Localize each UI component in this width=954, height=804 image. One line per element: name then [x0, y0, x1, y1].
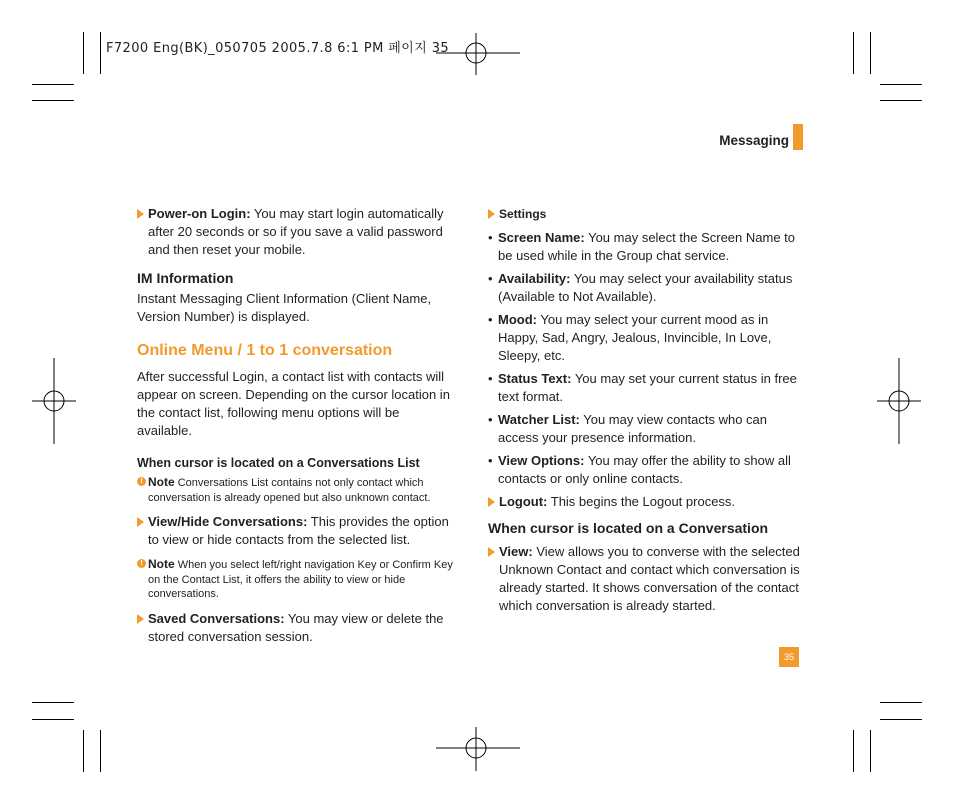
section-label: Messaging [719, 133, 789, 148]
conversations-list-heading: When cursor is located on a Conversations List [137, 456, 420, 470]
item-text: You may view or delete the stored conversation session. [148, 610, 444, 644]
registration-mark-left-icon [32, 358, 76, 444]
online-menu-text: After successful Login, a contact list with contacts will appear on screen. Depending on the cursor location in the contact list, following menu options will be available. [137, 369, 450, 438]
bullet-dot-icon: • [488, 312, 493, 327]
item-label: Status Text: [498, 371, 572, 386]
item-label: View Options: [498, 453, 585, 468]
item-text: This begins the Logout process. [547, 494, 736, 509]
logout-item [488, 493, 808, 511]
item-text: This provides the option to view or hide contacts from the selected list. [148, 514, 449, 547]
view-hide-conversations-item [137, 513, 455, 549]
online-menu-heading: Online Menu / 1 to 1 conversation [137, 342, 393, 359]
right-column [488, 205, 808, 623]
bullet-dot-icon: • [488, 412, 493, 427]
item-label: Mood: [498, 312, 537, 327]
note-2 [137, 557, 455, 602]
power-on-login-item [137, 205, 455, 259]
settings-list-item [488, 452, 808, 488]
saved-conversations-item [137, 610, 455, 646]
item-text: View allows you to converse with the selected Unknown Contact and contact which conversation is already started. It shows conversation of the contact which conversation is already started. [499, 544, 800, 613]
item-text: You may select your availability status (Available to Not Available). [498, 271, 793, 304]
left-column [137, 205, 455, 654]
settings-list-item [488, 311, 808, 365]
item-label: Availability: [498, 271, 571, 286]
triangle-bullet-icon [137, 614, 144, 624]
bullet-dot-icon: • [488, 371, 493, 386]
triangle-bullet-icon [488, 547, 495, 557]
note-text: When you select left/right navigation Key or Confirm Key on the Contact List, it offers the ability to view or hide conversations. [148, 559, 453, 600]
im-information-heading: IM Information [137, 270, 234, 286]
triangle-bullet-icon [488, 209, 495, 219]
settings-label: Settings [499, 207, 547, 221]
note-1 [137, 475, 455, 505]
item-text: You may start login automatically after 20 seconds or so if you save a valid password and then reset your mobile. [148, 206, 444, 257]
section-tab-marker [793, 124, 803, 150]
item-label: Logout: [499, 494, 548, 509]
note-icon: ! [137, 477, 146, 486]
registration-mark-bottom-icon [436, 727, 520, 771]
view-item [488, 543, 808, 615]
registration-mark-right-icon [877, 358, 921, 444]
im-information-text: Instant Messaging Client Information (Client Name, Version Number) is displayed. [137, 291, 432, 324]
item-text: You may set your current status in free text format. [498, 371, 797, 404]
item-text: You may select your current mood as in Happy, Sad, Angry, Jealous, Invincible, In Love, Sleepy, etc. [498, 312, 772, 363]
settings-list [488, 229, 808, 488]
settings-list-item [488, 229, 808, 265]
note-text: Conversations List contains not only contact which conversation is already opened but also unknown contact. [148, 477, 431, 504]
triangle-bullet-icon [488, 497, 495, 507]
settings-item [488, 205, 808, 223]
item-label: Watcher List: [498, 412, 580, 427]
item-text: You may select the Screen Name to be used while in the Group chat service. [498, 230, 796, 263]
settings-list-item [488, 411, 808, 447]
settings-list-item [488, 270, 808, 306]
item-label: View: [499, 544, 533, 559]
bullet-dot-icon: • [488, 271, 493, 286]
page-number: 35 [779, 647, 799, 667]
item-label: Power-on Login: [148, 206, 251, 221]
triangle-bullet-icon [137, 209, 144, 219]
triangle-bullet-icon [137, 517, 144, 527]
item-label: Saved Conversations: [148, 610, 285, 626]
item-text: You may view contacts who can access your presence information. [498, 412, 768, 445]
bullet-dot-icon: • [488, 230, 493, 245]
note-label: Note [148, 475, 175, 489]
bullet-dot-icon: • [488, 453, 493, 468]
item-text: You may offer the ability to show all contacts or only online contacts. [498, 453, 791, 486]
settings-list-item [488, 370, 808, 406]
item-label: Screen Name: [498, 230, 585, 245]
item-label: View/Hide Conversations: [148, 514, 308, 529]
conversation-heading: When cursor is located on a Conversation [488, 520, 769, 536]
print-header: F7200 Eng(BK)_050705 2005.7.8 6:1 PM 페이지 35 [106, 41, 450, 56]
note-label: Note [148, 557, 175, 571]
note-icon: ! [137, 559, 146, 568]
